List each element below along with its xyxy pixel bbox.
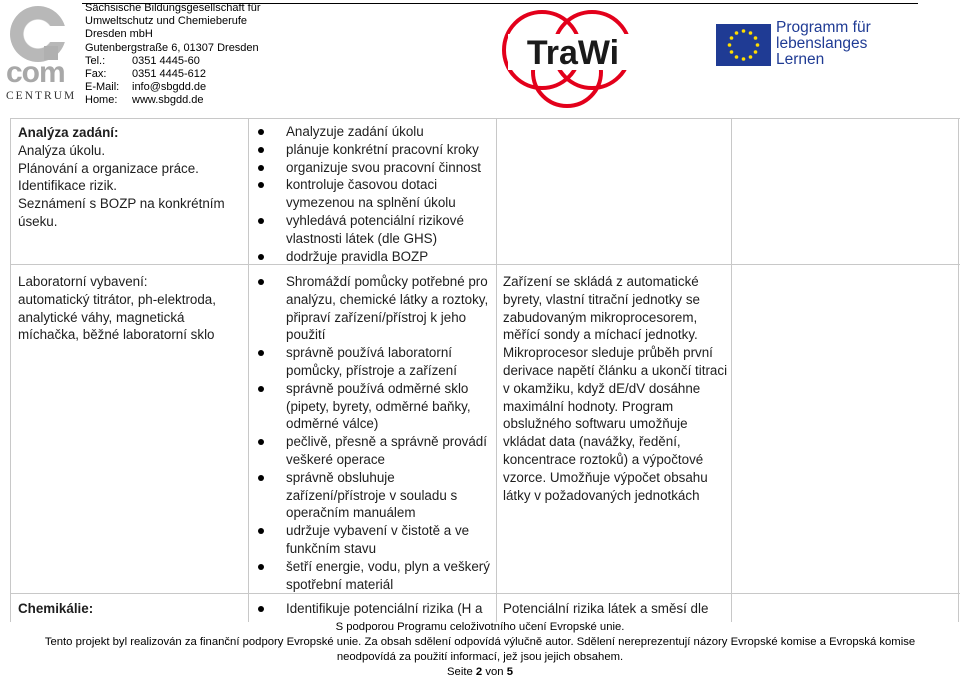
table-border-right [958,118,959,622]
tel-value: 0351 4445-60 [132,54,200,67]
list-item: správně obsluhuje zařízení/přístroje v souladu s operačním manuálem [256,469,494,522]
list-item: Analyzuje zadání úkolu [256,123,494,141]
list-item: šetří energie, vodu, plyn a veškerý spotřební materiál [256,558,494,594]
footer-line3: neodpovídá za použití informací, jež jsou jejich obsahem. [336,651,624,663]
row3-heading: Chemikálie: [18,601,94,616]
email-value: info@sbgdd.de [132,81,207,94]
list-item: udržuje vybavení v čistotě a ve funkčním stavu [256,522,494,558]
tel-label: Tel.: [85,54,106,67]
eu-program-line3: Lernen [776,51,825,68]
row2-line: míchačka, běžné laboratorní sklo [18,327,215,343]
row2-line: analytické váhy, magnetická [18,309,185,325]
column-divider-2 [496,118,497,622]
org-street: Gutenbergstraße 6, 01307 Dresden [85,41,259,54]
row2-line: automatický titrátor, ph-elektroda, [18,291,216,307]
footer-line1: S podporou Programu celoživotního učení Evropské unie. [335,621,625,633]
organization-address [85,2,260,108]
eu-program-name [776,20,871,68]
eu-program-line2: lebenslanges [776,35,868,52]
list-item: správně používá laboratorní pomůcky, přístroje a zařízení [256,344,494,380]
row3-col2-cell [256,600,494,618]
list-item: správně používá odměrné sklo (pipety, byrety, odměrné baňky, odměrné válce) [256,380,494,433]
list-item: Identifikuje potenciální rizika (H a [256,600,494,618]
eu-flag-icon [716,24,771,66]
list-item: plánuje konkrétní pracovní kroky [256,141,494,159]
home-value: www.sbgdd.de [132,94,204,107]
row1-line: Seznámení s BOZP na konkrétním [18,196,225,212]
page-number [0,665,960,680]
fax-value: 0351 4445-612 [132,68,207,81]
column-divider-1 [248,118,249,622]
page-header [0,0,960,112]
row1-skill-list [256,123,494,265]
org-tel [85,55,260,68]
org-name-line3: Dresden mbH [85,28,153,41]
page-footer [0,620,960,680]
centrum-logo-text: CENTRUM [6,90,77,102]
org-name-line2: Umweltschutz und Chemieberufe [85,15,248,28]
row2-skill-list [256,273,494,593]
org-name-line1: Sächsische Bildungsgesellschaft für [85,2,261,14]
row1-line: Plánování a organizace práce. [18,160,199,176]
fax-label: Fax: [85,68,107,81]
trawi-logo-graphic [500,8,650,108]
home-label: Home: [85,94,118,107]
list-item: dodržuje pravidla BOZP [256,248,494,266]
list-item: vyhledává potenciální rizikové vlastnosti látek (dle GHS) [256,212,494,248]
row1-col1-cell [18,124,246,231]
row1-line: Identifikace rizik. [18,178,117,194]
list-item: Shromáždí pomůcky potřebné pro analýzu, chemické látky a roztoky, připraví zařízení/přístroj k jeho použití [256,273,494,344]
table-border-top [10,118,960,119]
list-item: organizuje svou pracovní činnost [256,159,494,177]
row3-col3-cell: Potenciální rizika látek a směsí dle [503,601,709,616]
org-email [85,81,260,94]
row1-line: Analýza úkolu. [18,142,106,158]
row2-col3-cell: Zařízení se skládá z automatické byrety, vlastní titrační jednotky se zabudovaným mikroprocesorem, měřící sondy a míchací jednotky. Mikroprocesor sleduje průběh první derivace napětí článku a ukončí titraci v okamžiku, když dE/dV dosáhne maximální hodnoty. Program obslužného softwaru umožňuje vkládat data (navážky, ředění, koncentrace roztoků) a výpočtové vzorce. Umožňuje výpočet obsahu látky v požadovaných jednotkách [503,274,728,503]
page-total: 5 [506,666,513,678]
list-item: kontroluje časovou dotaci vymezenou na splnění úkolu [256,176,494,212]
table-border-left [10,118,11,622]
row1-line: úseku. [18,213,58,229]
eu-lifelong-learning-logo [716,20,916,80]
trawi-logo [500,8,650,108]
row3-col1-cell [18,600,246,618]
org-fax [85,68,260,81]
row3-skill-list [256,600,494,618]
footer-line2: Tento projekt byl realizován za finanční podpory Evropské unie. Za obsah sdělení odpovídá výlučně autor. Sdělení nereprezentují názory Evropské komise a Evropská komise [44,636,916,648]
email-label: E-Mail: [85,81,120,94]
row1-heading: Analýza zadání: [18,125,119,140]
trawi-logo-text: TraWi [526,34,620,72]
page-prefix: Seite [447,666,473,678]
org-home [85,94,260,107]
com-centrum-logo [2,4,77,102]
row2-col1-cell [18,273,246,344]
page-sep: von [485,666,504,678]
row2-col2-cell [256,273,494,593]
row1-col2-cell [256,123,494,265]
eu-program-line1: Programm für [776,19,871,36]
list-item: pečlivě, přesně a správně provádí veškeré operace [256,433,494,469]
page-current: 2 [475,666,483,678]
competency-table [10,118,960,622]
row2-heading: Laboratorní vybavení: [18,274,148,289]
com-logo-text: com [6,56,65,89]
